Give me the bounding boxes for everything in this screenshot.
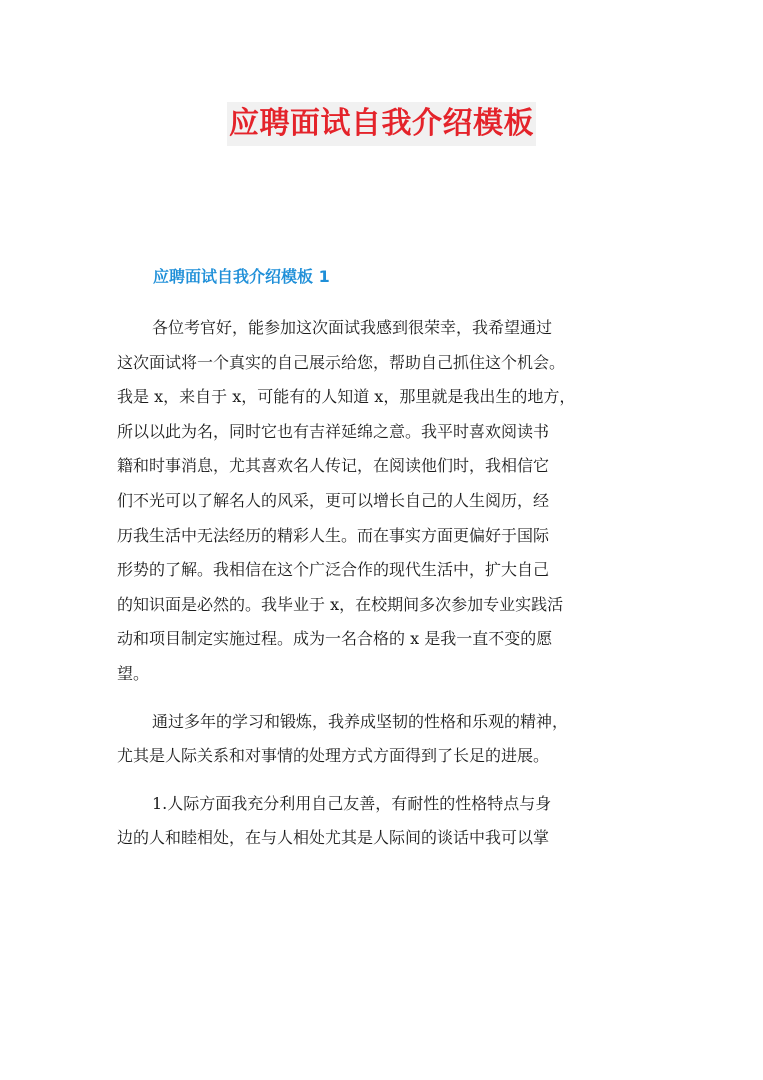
text-line: 边的人和睦相处，在与人相处尤其是人际间的谈话中我可以掌 <box>117 828 550 848</box>
text-line: 历我生活中无法经历的精彩人生。而在事实方面更偏好于国际 <box>117 525 550 545</box>
text-line: 们不光可以了解名人的风采，更可以增长自己的人生阅历，经 <box>117 490 550 510</box>
text-line: 所以以此为名，同时它也有吉祥延绵之意。我平时喜欢阅读书 <box>117 421 550 441</box>
text-line: 的知识面是必然的。我毕业于 x，在校期间多次参加专业实践活 <box>117 594 564 614</box>
text-line: 尤其是人际关系和对事情的处理方式方面得到了长足的进展。 <box>117 746 550 766</box>
text-line: 这次面试将一个真实的自己展示给您，帮助自己抓住这个机会。 <box>117 352 566 372</box>
text-line: 各位考官好，能参加这次面试我感到很荣幸，我希望通过 <box>152 318 553 337</box>
text-line: 1.人际方面我充分利用自己友善，有耐性的性格特点与身 <box>152 793 552 813</box>
paragraph-3 <box>117 787 645 856</box>
text-line: 望。 <box>117 663 150 683</box>
page-title: 应聘面试自我介绍模板 <box>227 102 536 146</box>
text-line: 我是 x，来自于 x，可能有的人知道 x，那里就是我出生的地方， <box>117 387 576 407</box>
text-line: 籍和时事消息，尤其喜欢名人传记，在阅读他们时，我相信它 <box>117 456 550 476</box>
document-body <box>117 311 645 869</box>
title-container <box>0 102 763 146</box>
section-heading: 应聘面试自我介绍模板 1 <box>153 267 330 286</box>
text-line: 通过多年的学习和锻炼，我养成坚韧的性格和乐观的精神， <box>152 711 569 731</box>
paragraph-1 <box>117 311 645 692</box>
text-line: 形势的了解。我相信在这个广泛合作的现代生活中，扩大自己 <box>117 560 550 580</box>
text-line: 动和项目制定实施过程。成为一名合格的 x 是我一直不变的愿 <box>117 629 553 649</box>
paragraph-2 <box>117 705 645 774</box>
